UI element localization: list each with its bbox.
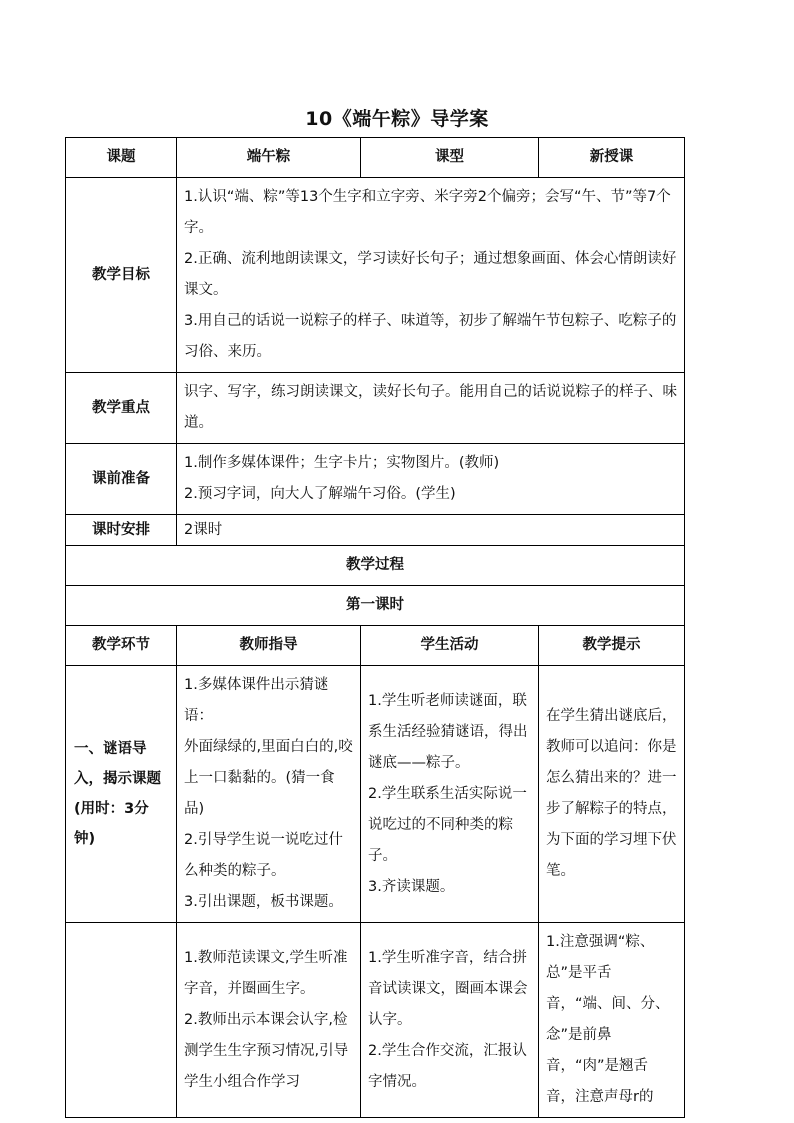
column-header-tips: 教学提示 [539,626,685,666]
goals-label: 教学目标 [66,178,177,373]
student-item: 2.学生合作交流，汇报认字情况。 [368,1042,527,1090]
step-row [66,666,685,923]
step-teacher [177,666,361,923]
step-stage: 一、谜语导入，揭示课题(用时：3分钟) [66,666,177,923]
key-points-content: 识字、写字，练习朗读课文，读好长句子。能用自己的话说说粽子的样子、味道。 [177,373,685,444]
column-header-student: 学生活动 [361,626,539,666]
course-value: 端午粽 [177,138,361,178]
key-points-label: 教学重点 [66,373,177,444]
schedule-content: 2课时 [177,515,685,546]
goals-row [66,178,685,373]
teacher-item: 1.教师范读课文,学生听准字音，并圈画生字。 [184,949,348,997]
schedule-row [66,515,685,546]
course-label: 课题 [66,138,177,178]
student-item: 2.学生联系生活实际说一说吃过的不同种类的粽子。 [368,785,527,864]
process-header: 教学过程 [66,546,685,586]
student-item: 1.学生听老师读谜面，联系生活经验猜谜语，得出谜底——粽子。 [368,692,528,771]
step-teacher [177,923,361,1118]
preparation-item: 2.预习字词，向大人了解端午习俗。(学生) [184,486,456,502]
tips-item: 在学生猜出谜底后，教师可以追问：你是怎么猜出来的？进一步了解粽子的特点，为下面的学习埋下伏笔。 [546,708,677,879]
student-item: 3.齐读课题。 [368,878,455,895]
step-student [361,923,539,1118]
step-stage [66,923,177,1118]
preparation-content [177,444,685,515]
lesson-type-label: 课型 [361,138,539,178]
step-student [361,666,539,923]
teacher-item: 3.引出课题，板书课题。 [184,894,343,910]
step-tips [539,666,685,923]
teacher-item: 外面绿绿的,里面白白的,咬上一口黏黏的。(猜一食品) [184,739,353,817]
teacher-item: 2.教师出示本课会认字,检测学生生字预习情况,引导学生小组合作学习 [184,1011,349,1090]
step-tips [539,923,685,1118]
period-header-row [66,586,685,626]
goal-item: 2.正确、流利地朗读课文，学习读好长句子；通过想象画面、体会心情朗读好课文。 [184,251,677,298]
step-row [66,923,685,1118]
preparation-label: 课前准备 [66,444,177,515]
column-header-teacher: 教师指导 [177,626,361,666]
lesson-type-value: 新授课 [539,138,685,178]
tips-item: 1.注意强调“粽、总”是平舌音，“端、间、分、念”是前鼻音，“肉”是翘舌音，注意声母r的 [546,934,670,1105]
column-header-stage: 教学环节 [66,626,177,666]
schedule-label: 课时安排 [66,515,177,546]
key-points-row [66,373,685,444]
goal-item: 1.认识“端、粽”等13个生字和立字旁、米字旁2个偏旁；会写“午、节”等7个字。 [184,189,671,236]
column-header-row [66,626,685,666]
page-title: 10《端午粽》导学案 [305,108,489,130]
preparation-row [66,444,685,515]
goal-item: 3.用自己的话说一说粽子的样子、味道等，初步了解端午节包粽子、吃粽子的习俗、来历。 [184,313,677,360]
goals-content [177,178,685,373]
preparation-item: 1.制作多媒体课件；生字卡片；实物图片。(教师) [184,455,500,471]
process-header-row [66,546,685,586]
student-item: 1.学生听准字音，结合拼音试读课文，圈画本课会认字。 [368,949,528,1028]
course-row [66,138,685,178]
lesson-plan-table [65,137,685,1118]
teacher-item: 1.多媒体课件出示猜谜语： [184,677,329,724]
teacher-item: 2.引导学生说一说吃过什么种类的粽子。 [184,832,343,879]
period-header: 第一课时 [66,586,685,626]
